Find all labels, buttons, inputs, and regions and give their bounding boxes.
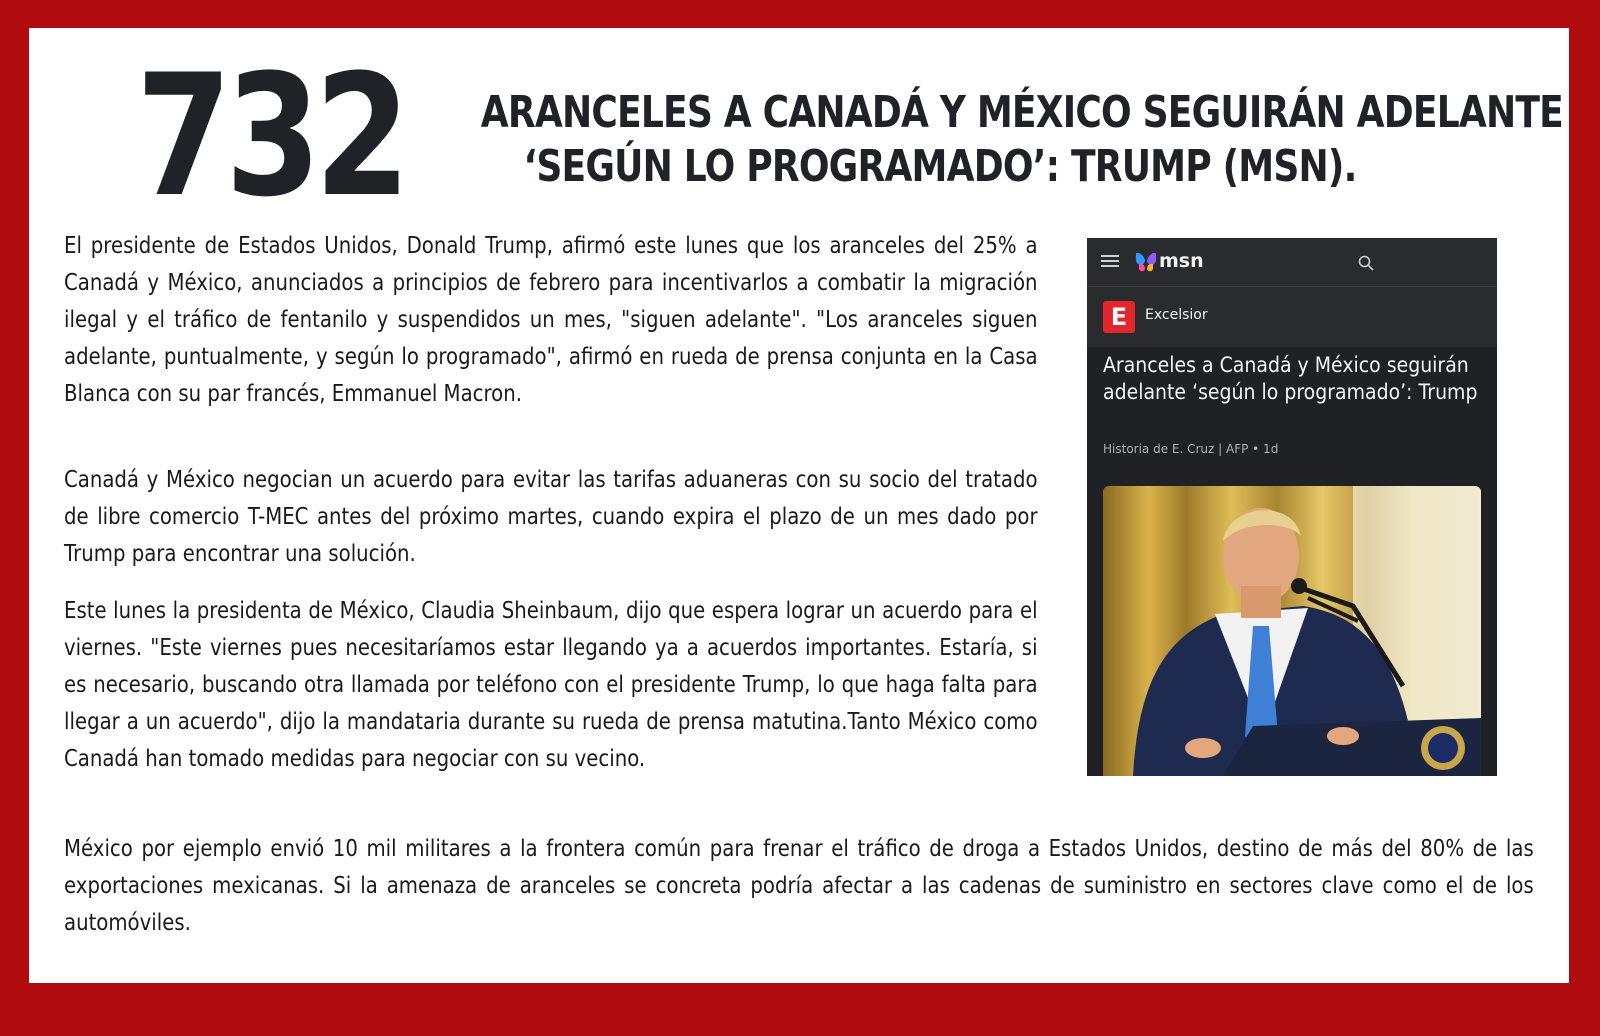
hamburger-menu-icon[interactable] [1101, 255, 1119, 267]
headline-line-2: ‘SEGÚN LO PROGRAMADO’: TRUMP (MSN). [523, 141, 1357, 192]
paragraph-1 [64, 228, 1038, 413]
photo-illustration [1103, 486, 1481, 776]
headline [380, 86, 1563, 194]
search-icon[interactable] [1357, 254, 1375, 272]
paragraph-4-text: México por ejemplo envió 10 mil militares a la frontera común para frenar el tráfico de droga a Estados Unidos, destino de más del 80% de las exportaciones mexicanas. Si la amenaza de aranceles se concreta podría afectar a las cadenas de suministro en sectores clave como el de los automóviles. [64, 836, 1534, 936]
msn-article-screenshot [1087, 238, 1497, 776]
paragraph-3 [64, 593, 1038, 778]
msn-butterfly-icon [1133, 250, 1159, 274]
article-byline: Historia de E. Cruz | AFP • 1d [1103, 442, 1279, 456]
source-name[interactable]: Excelsior [1145, 307, 1208, 323]
excelsior-logo: E [1103, 301, 1135, 333]
article-photo [1103, 486, 1481, 776]
msn-top-bar [1087, 238, 1497, 287]
paragraph-2 [64, 462, 1038, 573]
article-title-text: Aranceles a Canadá y México seguirán adelante ‘según lo programado’: Trump [1103, 353, 1478, 404]
item-number: 732 [136, 38, 404, 234]
paragraph-4 [64, 831, 1534, 942]
paragraph-1-text: El presidente de Estados Unidos, Donald Trump, afirmó este lunes que los aranceles del 25% a Canadá y México, anunciados a principios de febrero para incentivarlos a combatir la migración ilegal y el tráfico de fentanilo y suspendidos un mes, "siguen adelante". "Los aranceles siguen adelante, puntualmente, y según lo programado", afirmó en rueda de prensa conjunta en la Casa Blanca con su par francés, Emmanuel Macron. [64, 233, 1038, 407]
headline-line-1: ARANCELES A CANADÁ Y MÉXICO SEGUIRÁN ADELANTE [480, 87, 1563, 138]
paragraph-2-text: Canadá y México negocian un acuerdo para evitar las tarifas aduaneras con su socio del tratado de libre comercio T-MEC antes del próximo martes, cuando expira el plazo de un mes dado por Trump para encontrar una solución. [64, 467, 1038, 567]
paragraph-3-text: Este lunes la presidenta de México, Claudia Sheinbaum, dijo que espera lograr un acuerdo para el viernes. "Este viernes pues necesitaríamos estar llegando ya a acuerdos importantes. Estaría, si es necesario, buscando otra llamada por teléfono con el presidente Trump, lo que haga falta para llegar a un acuerdo", dijo la mandataria durante su rueda de prensa matutina.Tanto México como Canadá han tomado medidas para negociar con su vecino. [64, 598, 1038, 772]
article-title[interactable] [1103, 352, 1483, 406]
source-row [1087, 287, 1497, 347]
msn-brand-text: msn [1159, 250, 1204, 272]
